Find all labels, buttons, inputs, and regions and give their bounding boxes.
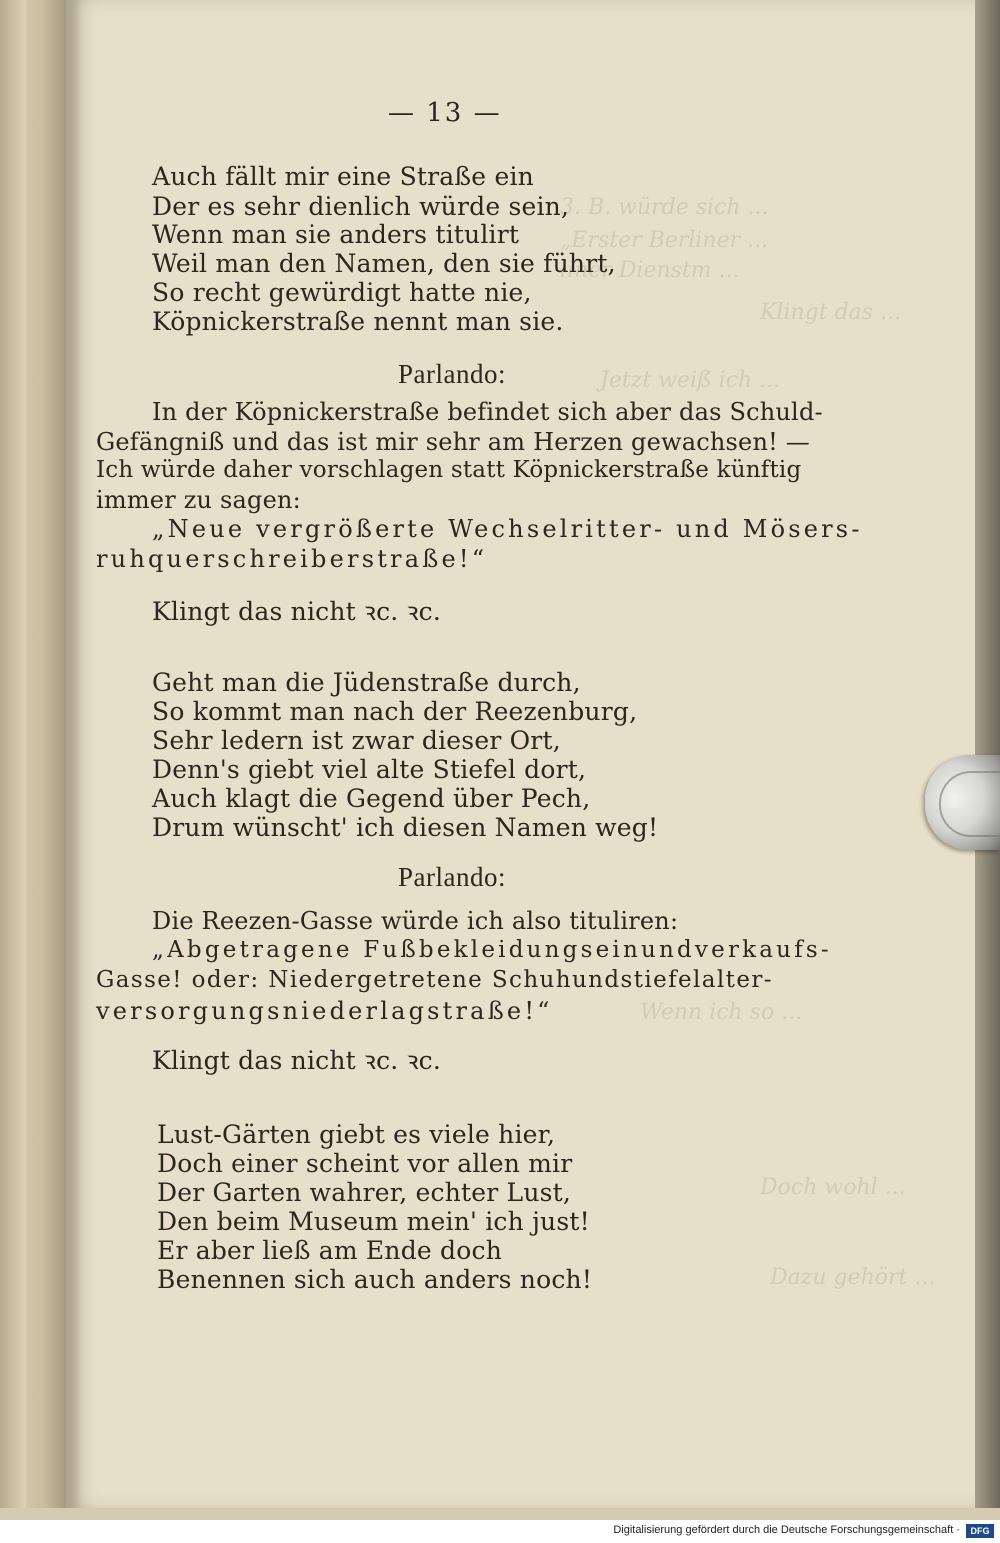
prose-line: versorgungsniederlagstraße!“ bbox=[96, 997, 553, 1025]
page-number: — 13 — bbox=[388, 98, 502, 128]
prose-line: „Neue vergrößerte Wechselritter- und Mösers- bbox=[152, 515, 863, 543]
show-through-text: liner Dienstm ... bbox=[560, 258, 740, 283]
prose-line: Gefängniß und das ist mir sehr am Herzen gewachsen! — bbox=[96, 428, 810, 456]
previous-page-fold bbox=[0, 0, 26, 1520]
verse-line: So kommt man nach der Reezenburg, bbox=[152, 697, 638, 726]
verse-line: Er aber ließ am Ende doch bbox=[157, 1236, 502, 1265]
verse-line: Drum wünscht' ich diesen Namen weg! bbox=[152, 813, 659, 842]
verse-line: Denn's giebt viel alte Stiefel dort, bbox=[152, 755, 587, 784]
show-through-text: 3. B. würde sich ... bbox=[560, 195, 769, 220]
prose-line: immer zu sagen: bbox=[96, 486, 301, 514]
verse-line: Der Garten wahrer, echter Lust, bbox=[157, 1178, 572, 1207]
verse-line: Weil man den Namen, den sie führt, bbox=[152, 249, 616, 278]
prose-line: Die Reezen-Gasse würde ich also tituliren: bbox=[152, 907, 679, 935]
verse-line: Doch einer scheint vor allen mir bbox=[157, 1149, 573, 1178]
verse-line: Auch klagt die Gegend über Pech, bbox=[152, 784, 591, 813]
prose-line: In der Köpnickerstraße befindet sich aber das Schuld- bbox=[152, 398, 823, 426]
page-bottom-edge bbox=[0, 1508, 1000, 1520]
show-through-text: Jetzt weiß ich ... bbox=[600, 368, 781, 393]
prose-line: ruhquerschreiberstraße!“ bbox=[96, 545, 488, 573]
show-through-text: Wenn ich so ... bbox=[640, 1000, 803, 1025]
verse-line: Lust-Gärten giebt es viele hier, bbox=[157, 1120, 556, 1149]
section-heading: Parlando: bbox=[398, 862, 506, 892]
verse-line: Auch fällt mir eine Straße ein bbox=[152, 162, 534, 191]
credit-footer bbox=[0, 1520, 1000, 1543]
show-through-text: Doch wohl ... bbox=[760, 1175, 906, 1200]
prose-line: „Abgetragene Fußbekleidungseinundverkaufs- bbox=[152, 937, 832, 963]
refrain-line: Klingt das nicht ꝛc. ꝛc. bbox=[152, 1046, 441, 1075]
dfg-logo: DFG bbox=[966, 1524, 994, 1538]
verse-line: Sehr ledern ist zwar dieser Ort, bbox=[152, 726, 561, 755]
show-through-text: „Erster Berliner ... bbox=[560, 228, 769, 253]
section-heading: Parlando: bbox=[398, 359, 506, 389]
prose-line: Ich würde daher vorschlagen statt Köpnickerstraße künftig bbox=[96, 457, 802, 483]
spine-shadow bbox=[66, 0, 80, 1508]
verse-line: Der es sehr dienlich würde sein, bbox=[152, 192, 570, 221]
show-through-text: Klingt das ... bbox=[760, 300, 902, 325]
page-clip bbox=[925, 755, 1000, 850]
refrain-line: Klingt das nicht ꝛc. ꝛc. bbox=[152, 597, 441, 626]
verse-line: Benennen sich auch anders noch! bbox=[157, 1265, 593, 1294]
show-through-text: Dazu gehört ... bbox=[770, 1265, 936, 1290]
verse-line: Den beim Museum mein' ich just! bbox=[157, 1207, 590, 1236]
verse-line: Geht man die Jüdenstraße durch, bbox=[152, 668, 581, 697]
funding-credit: Digitalisierung gefördert durch die Deutsche Forschungsgemeinschaft · bbox=[613, 1524, 960, 1536]
verse-line: So recht gewürdigt hatte nie, bbox=[152, 278, 532, 307]
verse-line: Wenn man sie anders titulirt bbox=[152, 220, 520, 249]
prose-line: Gasse! oder: Niedergetretene Schuhundstiefelalter- bbox=[96, 967, 773, 993]
verse-line: Köpnickerstraße nennt man sie. bbox=[152, 307, 564, 336]
